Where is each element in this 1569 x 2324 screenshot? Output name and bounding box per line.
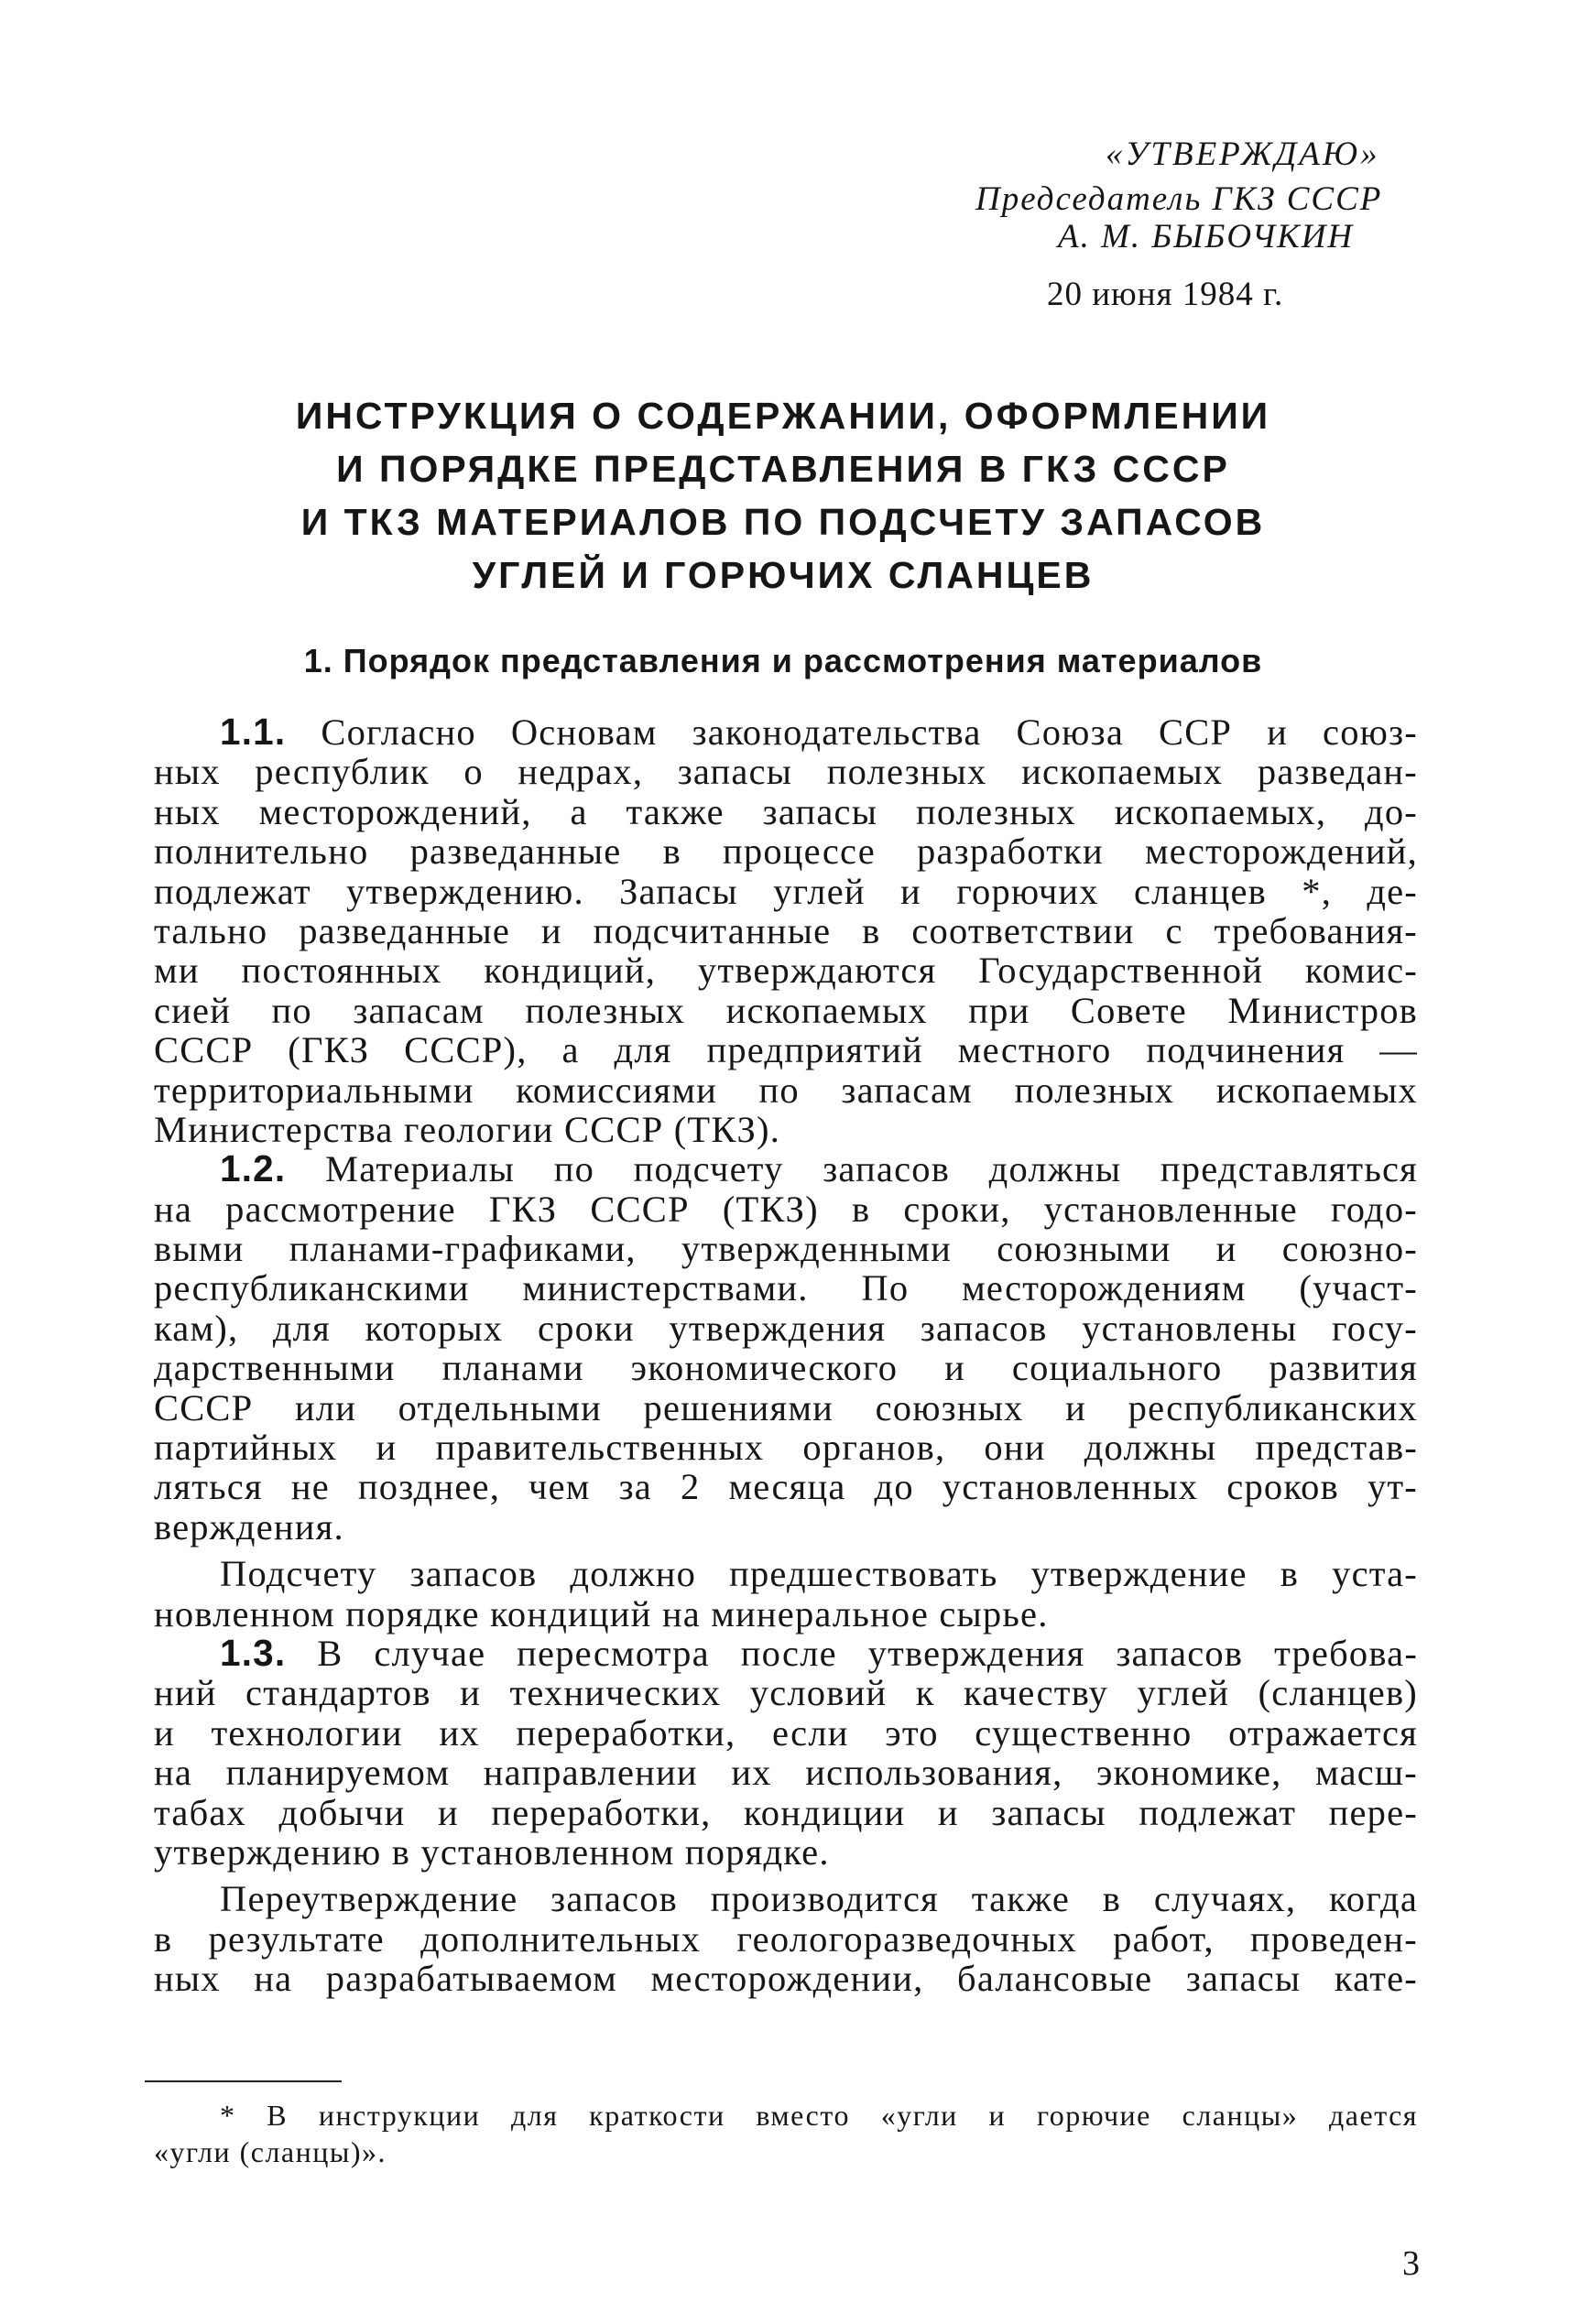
paragraph-line: СССР или отдельными решениями союзных и республиканских xyxy=(154,1386,1418,1428)
paragraph-line: партийных и правительственных органов, они должны представ- xyxy=(154,1427,1418,1469)
title-line: УГЛЕЙ И ГОРЮЧИХ СЛАНЦЕВ xyxy=(472,554,1095,596)
approval-block xyxy=(975,136,1415,313)
paragraph-line: дарственными планами экономического и социального развития xyxy=(154,1347,1418,1389)
paragraph-line: полнительно разведанные в процессе разработки месторождений, xyxy=(154,831,1418,873)
paragraph-line: 1.3. В случае пересмотра после утверждения запасов требова- xyxy=(220,1631,1419,1674)
paragraph-line: на рассмотрение ГКЗ СССР (ТКЗ) в сроки, установленные годо- xyxy=(154,1188,1418,1230)
title-line: И ПОРЯДКЕ ПРЕДСТАВЛЕНИЯ В ГКЗ СССР xyxy=(336,448,1230,490)
paragraph-line: верждения. xyxy=(154,1505,344,1548)
paragraph-line: 1.2. Материалы по подсчету запасов должны представляться xyxy=(220,1147,1419,1190)
paragraph-line: Министерства геологии СССР (ТКЗ). xyxy=(154,1108,781,1150)
paragraph-number: 1.3. xyxy=(220,1631,287,1674)
paragraph-line: подлежат утверждению. Запасы углей и горючих сланцев *, де- xyxy=(154,870,1418,912)
footnote-line: * В инструкции для краткости вместо «угли и горючие сланцы» дается xyxy=(220,2099,1418,2132)
paragraph-line: республиканскими министерствами. По месторождениям (участ- xyxy=(154,1267,1418,1309)
footnote-divider xyxy=(145,2080,342,2082)
title-line: ИНСТРУКЦИЯ О СОДЕРЖАНИИ, ОФОРМЛЕНИИ xyxy=(295,395,1271,437)
paragraph-number: 1.2. xyxy=(220,1147,287,1190)
paragraph-line: тально разведанные и подсчитанные в соответствии с требования- xyxy=(154,909,1418,951)
paragraph-line: на планируемом направлении их использования, экономике, масш- xyxy=(154,1752,1418,1794)
paragraph-line: ний стандартов и технических условий к качеству углей (сланцев) xyxy=(154,1672,1418,1714)
paragraph-line: 1.1. Согласно Основам законодательства Союза ССР и союз- xyxy=(220,711,1418,753)
paragraph-line: СССР (ГКЗ СССР), а для предприятий местного подчинения — xyxy=(154,1029,1418,1071)
title-line: И ТКЗ МАТЕРИАЛОВ ПО ПОДСЧЕТУ ЗАПАСОВ xyxy=(300,501,1266,543)
paragraph-line: утверждению в установленном порядке. xyxy=(154,1830,830,1873)
paragraph-line: Подсчету запасов должно предшествовать утверждение в уста- xyxy=(220,1553,1418,1595)
footnote xyxy=(154,2097,1418,2170)
paragraph-line: кам), для которых сроки утверждения запасов установлены госу- xyxy=(154,1307,1418,1349)
footnote-line: «угли (сланцы)». xyxy=(154,2135,387,2168)
paragraph-line: выми планами-графиками, утвержденными союзными и союзно- xyxy=(154,1228,1418,1270)
paragraph-line: ных республик о недрах, запасы полезных ископаемых разведан- xyxy=(154,751,1418,793)
document-title xyxy=(183,389,1383,602)
paragraph-line: ных на разрабатываемом месторождении, балансовые запасы кате- xyxy=(154,1958,1418,2000)
paragraph-line: территориальными комиссиями по запасам полезных ископаемых xyxy=(154,1069,1418,1111)
page-number: 3 xyxy=(1402,2244,1420,2283)
paragraph-line: и технологии их переработки, если это существенно отражается xyxy=(154,1711,1418,1754)
paragraph-line: сией по запасам полезных ископаемых при Совете Министров xyxy=(154,989,1418,1031)
paragraph-number: 1.1. xyxy=(220,711,287,753)
paragraph-line: в результате дополнительных геологоразведочных работ, проведен- xyxy=(154,1917,1418,1960)
paragraph-line: табах добычи и переработки, кондиции и запасы подлежат пере- xyxy=(154,1791,1418,1833)
approval-stamp: «УТВЕРЖДАЮ» xyxy=(1106,136,1380,173)
section-heading: 1. Порядок представления и рассмотрения материалов xyxy=(303,642,1263,679)
paragraph-line: Переутверждение запасов производится также в случаях, когда xyxy=(220,1878,1418,1920)
paragraph-line: ляться не позднее, чем за 2 месяца до установленных сроков ут- xyxy=(154,1466,1418,1508)
paragraph-line: ми постоянных кондиций, утверждаются Государственной комис- xyxy=(154,950,1418,992)
approver-name: А. М. БЫБОЧКИН xyxy=(1058,218,1355,255)
body-text xyxy=(154,712,1418,1999)
paragraph-line: новленном порядке кондиций на минеральное сырье. xyxy=(154,1592,1049,1634)
approver-position: Председатель ГКЗ СССР xyxy=(975,180,1383,218)
approval-date: 20 июня 1984 г. xyxy=(1047,276,1284,313)
paragraph-line: ных месторождений, а также запасы полезных ископаемых, до- xyxy=(154,790,1418,832)
